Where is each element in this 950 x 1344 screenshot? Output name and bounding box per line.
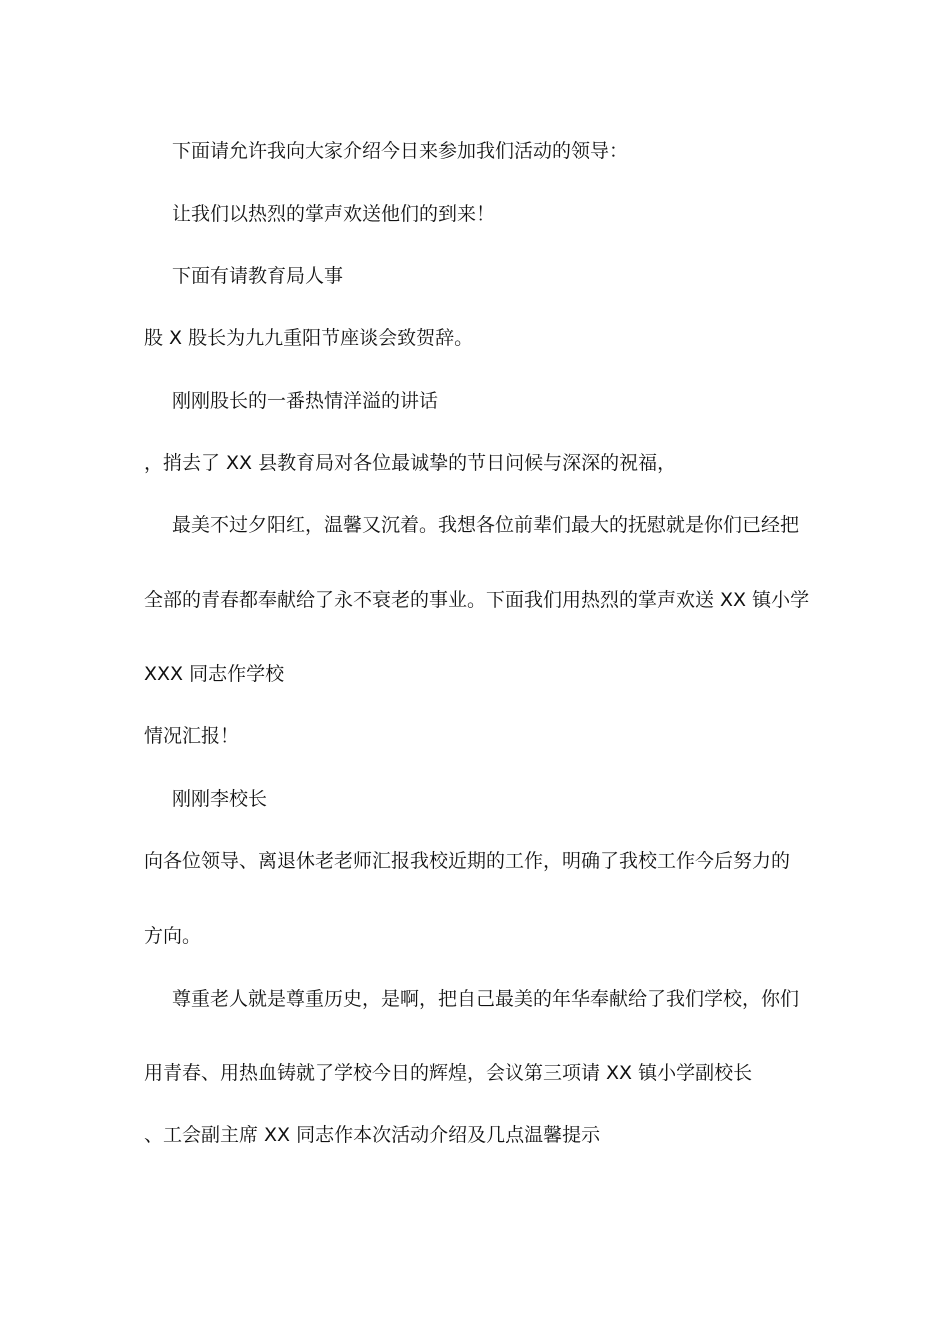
text-line-2: 让我们以热烈的掌声欢送他们的到来！ — [172, 203, 496, 225]
text-line-4: 股 X 股长为九九重阳节座谈会致贺辞。 — [144, 327, 474, 349]
text-line-14: 尊重老人就是尊重历史，是啊，把自己最美的年华奉献给了我们学校，你们 — [172, 988, 800, 1010]
text-line-12: 向各位领导、离退休老老师汇报我校近期的工作，明确了我校工作今后努力的 — [144, 850, 791, 872]
text-line-8: 全部的青春都奉献给了永不衰老的事业。下面我们用热烈的掌声欢送 XX 镇小学 — [144, 589, 810, 611]
text-line-13: 方向。 — [144, 925, 202, 947]
text-line-11: 刚刚李校长 — [172, 788, 268, 810]
text-line-6: ，捎去了 XX 县教育局对各位最诚挚的节日问候与深深的祝福， — [144, 452, 677, 474]
text-line-7: 最美不过夕阳红，温馨又沉着。我想各位前辈们最大的抚慰就是你们已经把 — [172, 514, 800, 536]
text-line-10: 情况汇报！ — [144, 725, 240, 747]
text-line-5: 刚刚股长的一番热情洋溢的讲话 — [172, 390, 439, 412]
text-line-1: 下面请允许我向大家介绍今日来参加我们活动的领导： — [172, 140, 629, 162]
text-line-16: 、工会副主席 XX 同志作本次活动介绍及几点温馨提示 — [144, 1124, 601, 1146]
text-line-15: 用青春、用热血铸就了学校今日的辉煌，会议第三项请 XX 镇小学副校长 — [144, 1062, 753, 1084]
text-line-9: XXX 同志作学校 — [144, 663, 285, 685]
text-line-3: 下面有请教育局人事 — [172, 265, 344, 287]
